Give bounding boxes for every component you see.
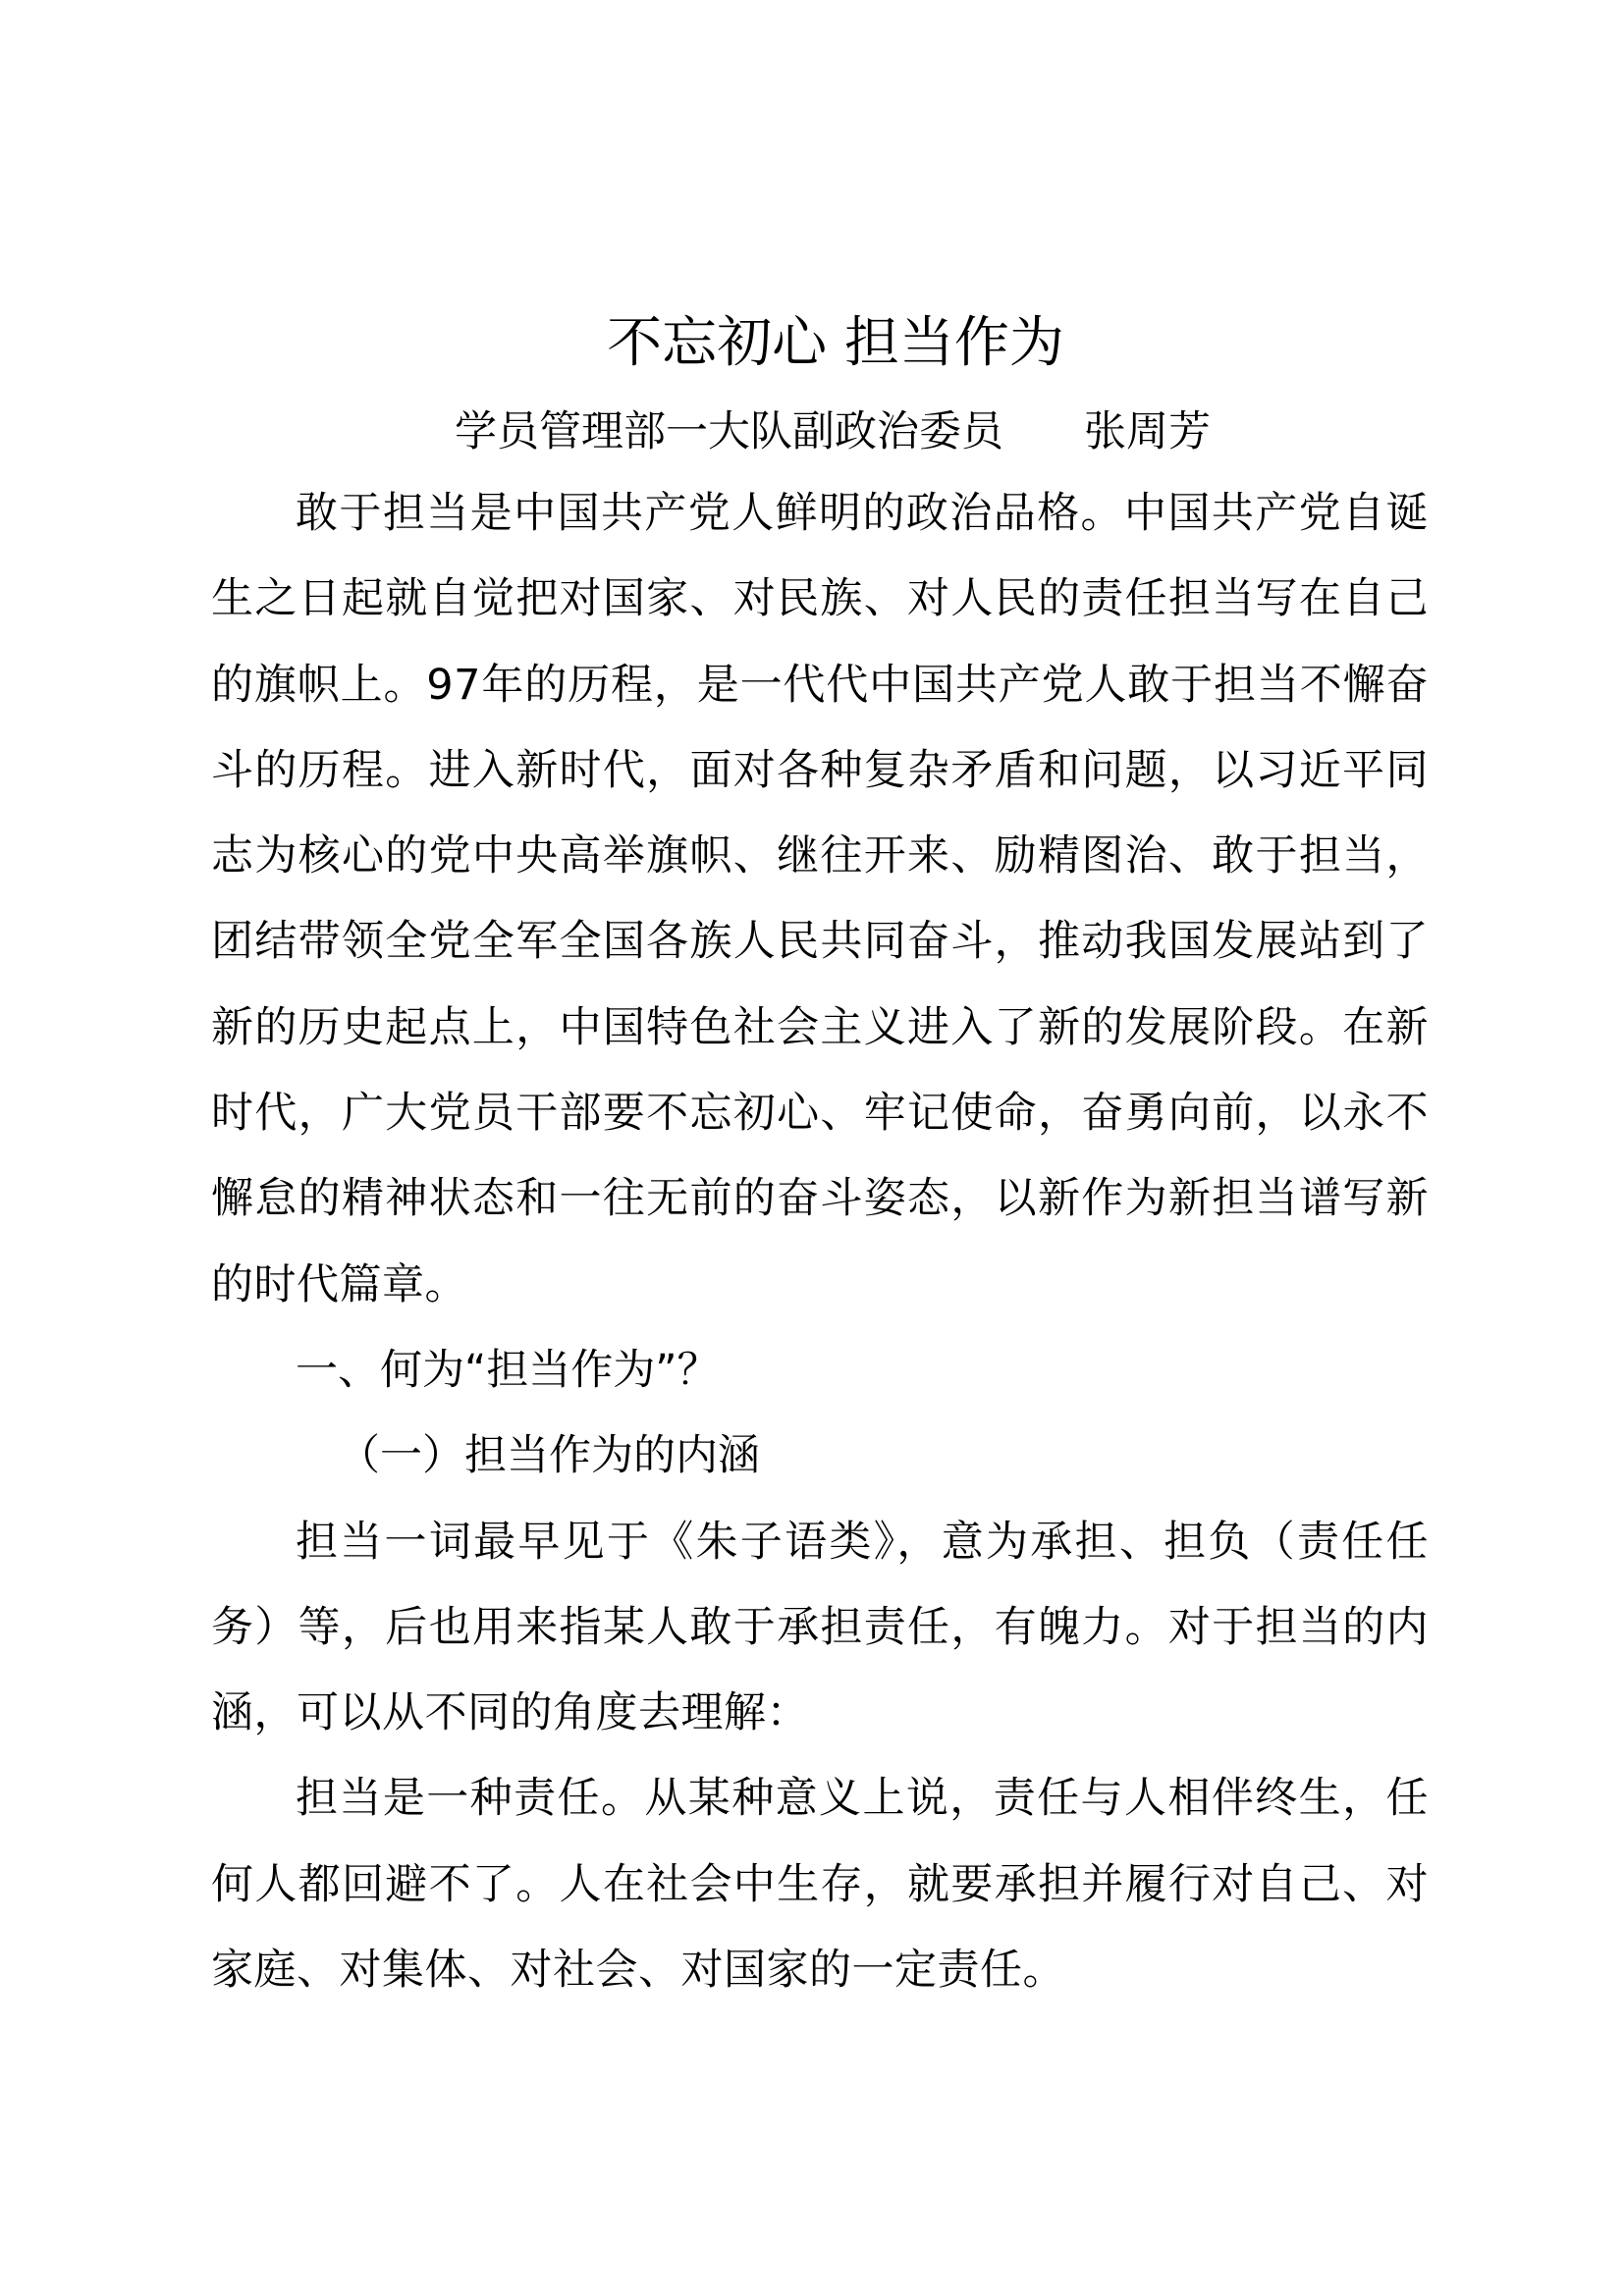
subsection-heading: （一）担当作为的内涵	[338, 1431, 760, 1481]
intro-paragraph: 敢于担当是中国共产党人鲜明的政治品格。中国共产党自诞生之日起就自觉把对国家、对民族、对人民的责任担当写在自己的旗帜上。97年的历程，是一代代中国共产党人敢于担当不懈奋斗的历程。进入新时代，面对各种复杂矛盾和问题，以习近平同志为核心的党中央高举旗帜、继往开来、励精图治、敢于担当，团结带领全党全军全国各族人民共同奋斗，推动我国发展站到了新的历史起点上，中国特色社会主义进入了新的发展阶段。在新时代，广大党员干部要不忘初心、牢记使命，奋勇向前，以永不懈怠的精神状态和一往无前的奋斗姿态，以新作为新担当谱写新的时代篇章。	[211, 489, 1429, 1309]
responsibility-paragraph: 担当是一种责任。从某种意义上说，责任与人相伴终生，任何人都回避不了。人在社会中生存，就要承担并履行对自己、对家庭、对集体、对社会、对国家的一定责任。	[211, 1774, 1429, 1996]
document-title: 不忘初心 担当作为	[607, 311, 1064, 375]
author-byline: 学员管理部一大队副政治委员 张周芳	[454, 407, 1211, 456]
definition-paragraph: 担当一词最早见于《朱子语类》，意为承担、担负（责任任务）等，后也用来指某人敢于承担责任，有魄力。对于担当的内涵，可以从不同的角度去理解：	[211, 1517, 1429, 1738]
section-heading: 一、何为“担当作为”？	[296, 1345, 720, 1395]
document-page	[211, 294, 1429, 2013]
